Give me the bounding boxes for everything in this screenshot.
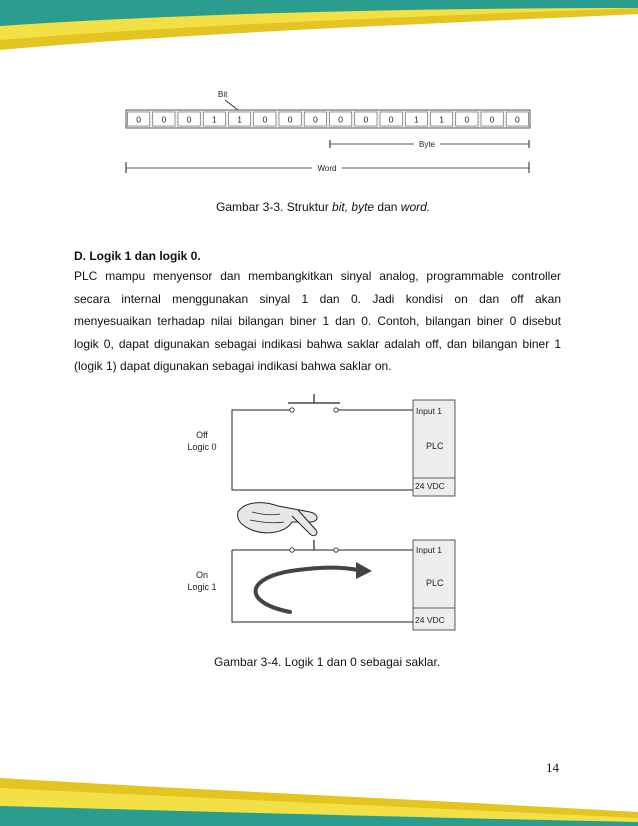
bit-value: 0 — [287, 114, 293, 125]
paragraph-line: logik 0, dapat digunakan sebagai indikasi bahwa saklar adalah off, dan bilangan biner 1 — [74, 336, 561, 351]
bit-value: 1 — [212, 114, 217, 125]
bit-value: 0 — [489, 114, 495, 125]
paragraph-line: PLC mampu menyensor dan membangkitkan sinyal analog, programmable controller — [74, 269, 561, 283]
off-vdc-label: 24 VDC — [415, 481, 445, 491]
section-title: D. Logik 1 dan logik 0. — [74, 249, 201, 263]
bit-value: 0 — [515, 114, 520, 125]
pressing-hand-icon — [238, 503, 317, 536]
bit-byte-word-diagram — [118, 84, 538, 180]
on-state-label: On — [195, 570, 209, 580]
bit-value: 0 — [262, 114, 268, 125]
off-logic-label: Logic 0 — [187, 442, 217, 452]
bit-value: 1 — [439, 114, 444, 125]
on-switch-contact-right — [334, 548, 338, 552]
byte-label: Byte — [418, 140, 436, 149]
on-logic-label: Logic 1 — [187, 582, 217, 592]
bit-pointer — [225, 100, 238, 110]
current-flow-arrow — [256, 568, 358, 612]
bit-value: 0 — [464, 114, 470, 125]
on-vdc-label: 24 VDC — [415, 615, 445, 625]
paragraph-line: (logik 1) dapat digunakan sebagai indikasi bahwa saklar on. — [74, 359, 392, 373]
figure-3-3-caption: Gambar 3-3. Struktur bit, byte dan word. — [216, 200, 431, 214]
bit-value: 0 — [313, 114, 318, 125]
off-circuit-wire — [232, 410, 413, 490]
bit-value: 0 — [161, 114, 167, 125]
bit-value: 0 — [338, 114, 343, 125]
bit-value: 1 — [237, 114, 242, 125]
bit-value: 0 — [186, 114, 192, 125]
off-switch-contact-left — [290, 408, 294, 412]
on-switch-contact-left — [290, 548, 294, 552]
figure-3-4-caption: Gambar 3-4. Logik 1 dan 0 sebagai saklar. — [214, 655, 441, 669]
on-plc-label: PLC — [426, 578, 444, 588]
switch-logic-diagram — [180, 390, 470, 640]
bit-value: 0 — [363, 114, 369, 125]
current-flow-arrowhead — [356, 562, 372, 579]
off-input-label: Input 1 — [416, 406, 442, 416]
bit-value: 1 — [414, 114, 419, 125]
off-switch-contact-right — [334, 408, 338, 412]
paragraph-line: secara internal menggunakan sinyal 1 dan 0. Jadi kondisi on dan off akan — [74, 291, 561, 306]
page-number: 14 — [546, 760, 559, 775]
section-paragraph — [74, 265, 561, 378]
bit-label: Bit — [218, 90, 228, 99]
off-state-label: Off — [196, 430, 208, 440]
bit-value: 0 — [388, 114, 394, 125]
on-input-label: Input 1 — [416, 545, 442, 555]
bit-value: 0 — [136, 114, 141, 125]
off-plc-label: PLC — [426, 441, 444, 451]
word-label: Word — [317, 164, 337, 173]
paragraph-line: menyesuaikan terhadap nilai bilangan biner 1 dan 0. Contoh, bilangan biner 0 disebut — [74, 314, 561, 328]
